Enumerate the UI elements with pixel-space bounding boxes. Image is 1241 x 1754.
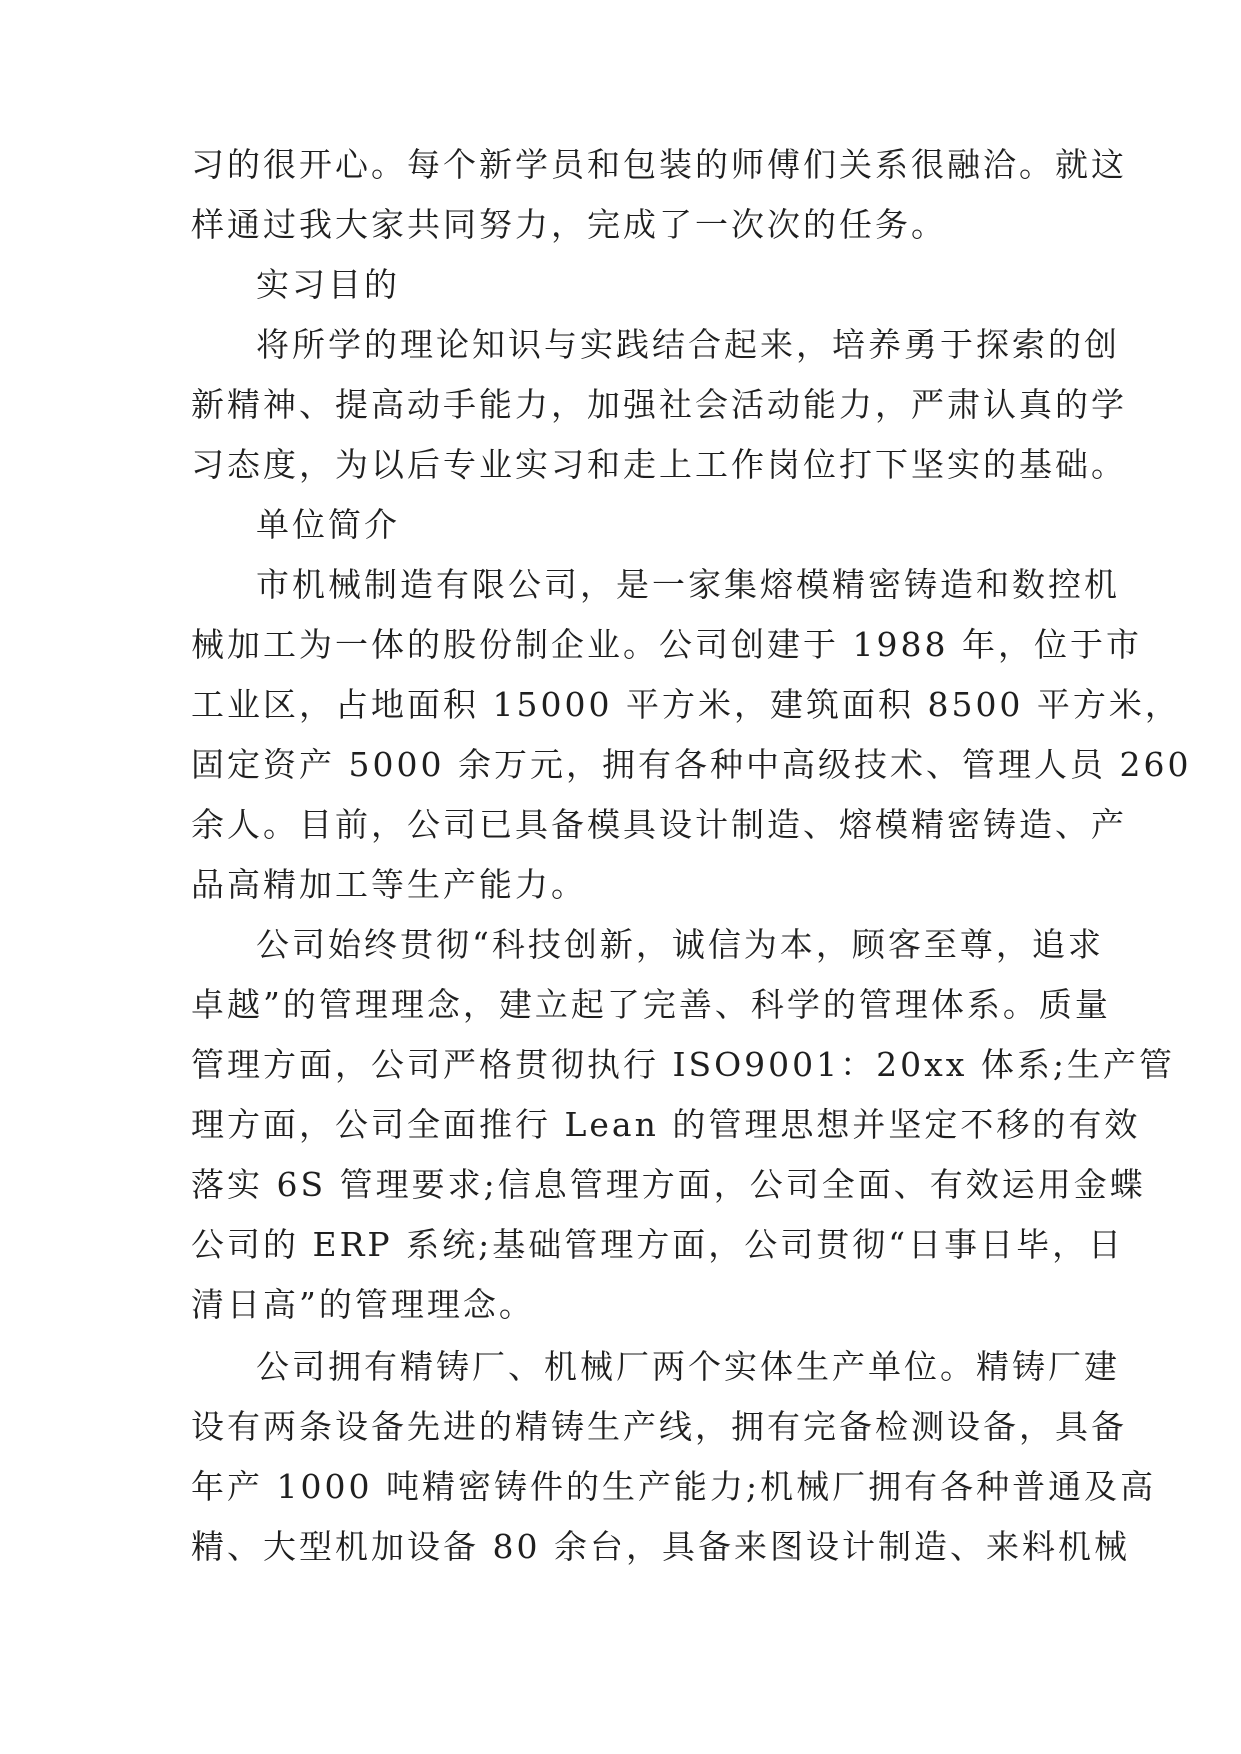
text-line: 新精神、提高动手能力，加强社会活动能力，严肃认真的学 xyxy=(191,385,1127,424)
text-line: 精、大型机加设备 80 余台，具备来图设计制造、来料机械 xyxy=(191,1527,1130,1566)
text-line: 工业区，占地面积 15000 平方米，建筑面积 8500 平方米， xyxy=(191,685,1181,724)
text-line: 余人。目前，公司已具备模具设计制造、熔模精密铸造、产 xyxy=(191,805,1127,844)
text-line: 清日高”的管理理念。 xyxy=(191,1285,535,1324)
text-line: 落实 6S 管理要求;信息管理方面，公司全面、有效运用金蝶 xyxy=(191,1165,1146,1204)
paragraph-first-line: 公司拥有精铸厂、机械厂两个实体生产单位。精铸厂建 xyxy=(256,1347,1120,1386)
paragraph-first-line: 公司始终贯彻“科技创新，诚信为本，顾客至尊，追求 xyxy=(256,925,1104,964)
section-heading-company-profile: 单位简介 xyxy=(256,505,400,544)
text-line: 品高精加工等生产能力。 xyxy=(191,865,587,904)
text-line: 理方面，公司全面推行 Lean 的管理思想并坚定不移的有效 xyxy=(191,1105,1141,1144)
text-line: 公司的 ERP 系统;基础管理方面，公司贯彻“日事日毕，日 xyxy=(191,1225,1125,1264)
text-line: 设有两条设备先进的精铸生产线，拥有完备检测设备，具备 xyxy=(191,1407,1127,1446)
text-line: 卓越”的管理理念，建立起了完善、科学的管理体系。质量 xyxy=(191,985,1111,1024)
text-line: 习的很开心。每个新学员和包装的师傅们关系很融洽。就这 xyxy=(191,145,1127,184)
section-heading-internship-purpose: 实习目的 xyxy=(256,265,400,304)
paragraph-first-line: 将所学的理论知识与实践结合起来，培养勇于探索的创 xyxy=(256,325,1120,364)
text-line: 年产 1000 吨精密铸件的生产能力;机械厂拥有各种普通及高 xyxy=(191,1467,1157,1506)
paragraph-first-line: 市机械制造有限公司，是一家集熔模精密铸造和数控机 xyxy=(256,565,1120,604)
text-line: 样通过我大家共同努力，完成了一次次的任务。 xyxy=(191,205,947,244)
text-line: 习态度，为以后专业实习和走上工作岗位打下坚实的基础。 xyxy=(191,445,1127,484)
text-line: 固定资产 5000 余万元，拥有各种中高级技术、管理人员 260 xyxy=(191,745,1192,784)
text-line: 管理方面，公司严格贯彻执行 ISO9001：20xx 体系;生产管 xyxy=(191,1045,1175,1084)
text-line: 械加工为一体的股份制企业。公司创建于 1988 年，位于市 xyxy=(191,625,1142,664)
